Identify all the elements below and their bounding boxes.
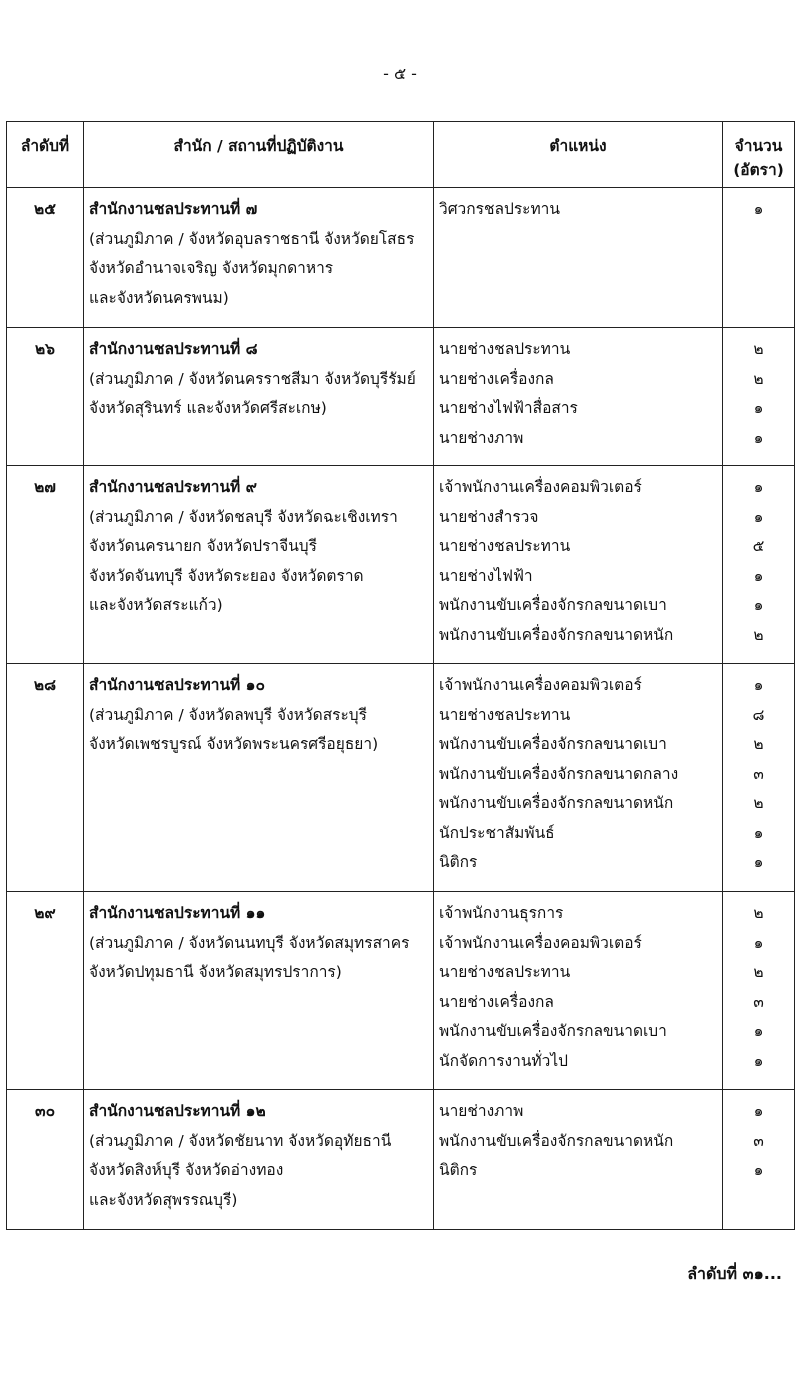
- office-detail-line: จังหวัดจันทบุรี จังหวัดระยอง จังหวัดตราด: [89, 566, 364, 585]
- position-cell: [434, 188, 723, 328]
- office-detail-line: (ส่วนภูมิภาค / จังหวัดชัยนาท จังหวัดอุทัยธานี: [89, 1131, 392, 1150]
- count-cell: [723, 1090, 795, 1230]
- office-detail-line: จังหวัดปทุมธานี จังหวัดสมุทรปราการ): [89, 963, 342, 981]
- office-detail-line: และจังหวัดสุพรรณบุรี): [89, 1190, 238, 1209]
- office-name: สำนักงานชลประทานที่ ๗: [89, 200, 258, 218]
- office-detail-line: (ส่วนภูมิภาค / จังหวัดนนทบุรี จังหวัดสมุทรสาคร: [89, 933, 410, 952]
- continuation-note: ลำดับที่ ๓๑...: [687, 1264, 782, 1283]
- table-row: [7, 466, 795, 664]
- position-item: พนักงานขับเครื่องจักรกลขนาดหนัก: [439, 625, 674, 644]
- office-detail: [89, 503, 431, 621]
- table-body: [7, 188, 795, 1230]
- count-item: ๒: [753, 340, 764, 358]
- position-item: นายช่างเครื่องกล: [439, 369, 554, 388]
- office-detail-line: จังหวัดเพชรบูรณ์ จังหวัดพระนครศรีอยุธยา): [89, 735, 379, 753]
- count-item: ๑: [753, 428, 764, 447]
- count-item: ๑: [753, 853, 764, 871]
- position-item: เจ้าพนักงานเครื่องคอมพิวเตอร์: [439, 676, 642, 694]
- office-name: สำนักงานชลประทานที่ ๑๐: [89, 676, 265, 694]
- count-item: ๑: [753, 507, 764, 526]
- header-count: [723, 122, 795, 188]
- count-item: ๑: [753, 1051, 764, 1070]
- count-item: ๒: [753, 369, 764, 388]
- count-item: ๓: [753, 992, 764, 1011]
- office-detail: [89, 365, 431, 424]
- office-detail: [89, 929, 431, 988]
- count-item: ๒: [753, 963, 764, 981]
- office-detail-line: (ส่วนภูมิภาค / จังหวัดอุบลราชธานี จังหวัดยโสธร: [89, 229, 415, 248]
- position-item: นายช่างไฟฟ้า: [439, 566, 533, 585]
- office-name: สำนักงานชลประทานที่ ๙: [89, 478, 258, 496]
- count-item: ๒: [753, 735, 764, 753]
- row-number: ๒๖: [7, 328, 84, 466]
- office-name: สำนักงานชลประทานที่ ๘: [89, 340, 258, 358]
- table-row: [7, 328, 795, 466]
- count-item: ๑: [753, 399, 764, 417]
- position-item: นิติกร: [439, 1161, 478, 1179]
- office-detail: [89, 225, 431, 314]
- header-office: สำนัก / สถานที่ปฏิบัติงาน: [84, 122, 434, 188]
- count-item: ๑: [753, 676, 764, 694]
- position-cell: [434, 892, 723, 1090]
- office-detail: [89, 1127, 431, 1216]
- position-item: วิศวกรชลประทาน: [439, 200, 560, 218]
- position-item: พนักงานขับเครื่องจักรกลขนาดเบา: [439, 735, 667, 753]
- count-cell: [723, 892, 795, 1090]
- position-item: นายช่างชลประทาน: [439, 963, 571, 981]
- table-header: [7, 122, 795, 188]
- table-row: [7, 664, 795, 892]
- count-item: ๑: [753, 1022, 764, 1040]
- office-cell: [84, 466, 434, 664]
- position-item: นายช่างเครื่องกล: [439, 992, 554, 1011]
- position-item: เจ้าพนักงานเครื่องคอมพิวเตอร์: [439, 478, 642, 496]
- position-item: นายช่างชลประทาน: [439, 340, 571, 358]
- position-item: นายช่างสำรวจ: [439, 507, 539, 526]
- office-cell: [84, 1090, 434, 1230]
- row-number: ๒๕: [7, 188, 84, 328]
- position-item: นายช่างชลประทาน: [439, 705, 571, 724]
- office-detail-line: (ส่วนภูมิภาค / จังหวัดลพบุรี จังหวัดสระบุรี: [89, 705, 367, 724]
- count-item: ๑: [753, 566, 764, 585]
- table-row: [7, 188, 795, 328]
- header-count-line1: จำนวน: [734, 137, 783, 155]
- position-item: พนักงานขับเครื่องจักรกลขนาดเบา: [439, 596, 667, 614]
- position-item: เจ้าพนักงานธุรการ: [439, 904, 564, 922]
- office-name: สำนักงานชลประทานที่ ๑๒: [89, 1102, 266, 1120]
- count-item: ๑: [753, 478, 764, 496]
- count-item: ๑: [753, 1102, 764, 1120]
- office-cell: [84, 892, 434, 1090]
- page-number: - ๕ -: [383, 64, 417, 83]
- count-item: ๕: [752, 537, 765, 555]
- count-cell: [723, 188, 795, 328]
- position-item: นายช่างภาพ: [439, 1102, 524, 1120]
- count-item: ๑: [753, 823, 764, 842]
- count-item: ๑: [753, 200, 764, 218]
- office-name: สำนักงานชลประทานที่ ๑๑: [89, 904, 266, 922]
- office-detail-line: จังหวัดนครนายก จังหวัดปราจีนบุรี: [89, 537, 317, 555]
- office-cell: [84, 328, 434, 466]
- position-item: นายช่างไฟฟ้าสื่อสาร: [439, 399, 578, 417]
- count-item: ๒: [753, 794, 764, 812]
- position-item: พนักงานขับเครื่องจักรกลขนาดเบา: [439, 1022, 667, 1040]
- count-item: ๑: [753, 1161, 764, 1179]
- office-detail-line: จังหวัดอำนาจเจริญ จังหวัดมุกดาหาร: [89, 259, 334, 277]
- office-detail-line: และจังหวัดนครพนม): [89, 288, 229, 307]
- row-number: ๒๗: [7, 466, 84, 664]
- position-item: นักประชาสัมพันธ์: [439, 823, 555, 842]
- position-item: นักจัดการงานทั่วไป: [439, 1051, 568, 1070]
- row-number: ๒๘: [7, 664, 84, 892]
- row-number: ๓๐: [7, 1090, 84, 1230]
- count-item: ๘: [752, 705, 765, 724]
- office-cell: [84, 188, 434, 328]
- position-item: พนักงานขับเครื่องจักรกลขนาดหนัก: [439, 794, 674, 812]
- header-no: ลำดับที่: [7, 122, 84, 188]
- office-detail-line: (ส่วนภูมิภาค / จังหวัดชลบุรี จังหวัดฉะเชิงเทรา: [89, 507, 398, 526]
- count-cell: [723, 466, 795, 664]
- positions-table: [6, 121, 795, 1230]
- office-detail-line: (ส่วนภูมิภาค / จังหวัดนครราชสีมา จังหวัดบุรีรัมย์: [89, 369, 416, 388]
- office-cell: [84, 664, 434, 892]
- position-item: พนักงานขับเครื่องจักรกลขนาดหนัก: [439, 1131, 674, 1150]
- table-row: [7, 1090, 795, 1230]
- position-item: พนักงานขับเครื่องจักรกลขนาดกลาง: [439, 764, 679, 783]
- office-detail-line: จังหวัดสิงห์บุรี จังหวัดอ่างทอง: [89, 1161, 284, 1179]
- row-number: ๒๙: [7, 892, 84, 1090]
- position-item: นายช่างภาพ: [439, 428, 524, 447]
- header-count-line2: (อัตรา): [733, 161, 784, 179]
- position-item: นิติกร: [439, 853, 478, 871]
- count-item: ๒: [753, 625, 764, 644]
- count-item: ๑: [753, 933, 764, 952]
- position-cell: [434, 1090, 723, 1230]
- count-cell: [723, 328, 795, 466]
- header-position: ตำแหน่ง: [434, 122, 723, 188]
- count-cell: [723, 664, 795, 892]
- office-detail: [89, 701, 431, 760]
- position-cell: [434, 664, 723, 892]
- count-item: ๓: [753, 1131, 764, 1150]
- table-row: [7, 892, 795, 1090]
- count-item: ๒: [753, 904, 764, 922]
- position-cell: [434, 466, 723, 664]
- position-item: เจ้าพนักงานเครื่องคอมพิวเตอร์: [439, 933, 642, 952]
- position-cell: [434, 328, 723, 466]
- office-detail-line: และจังหวัดสระแก้ว): [89, 596, 223, 614]
- position-item: นายช่างชลประทาน: [439, 537, 571, 555]
- office-detail-line: จังหวัดสุรินทร์ และจังหวัดศรีสะเกษ): [89, 399, 327, 417]
- count-item: ๑: [753, 596, 764, 614]
- count-item: ๓: [753, 764, 764, 783]
